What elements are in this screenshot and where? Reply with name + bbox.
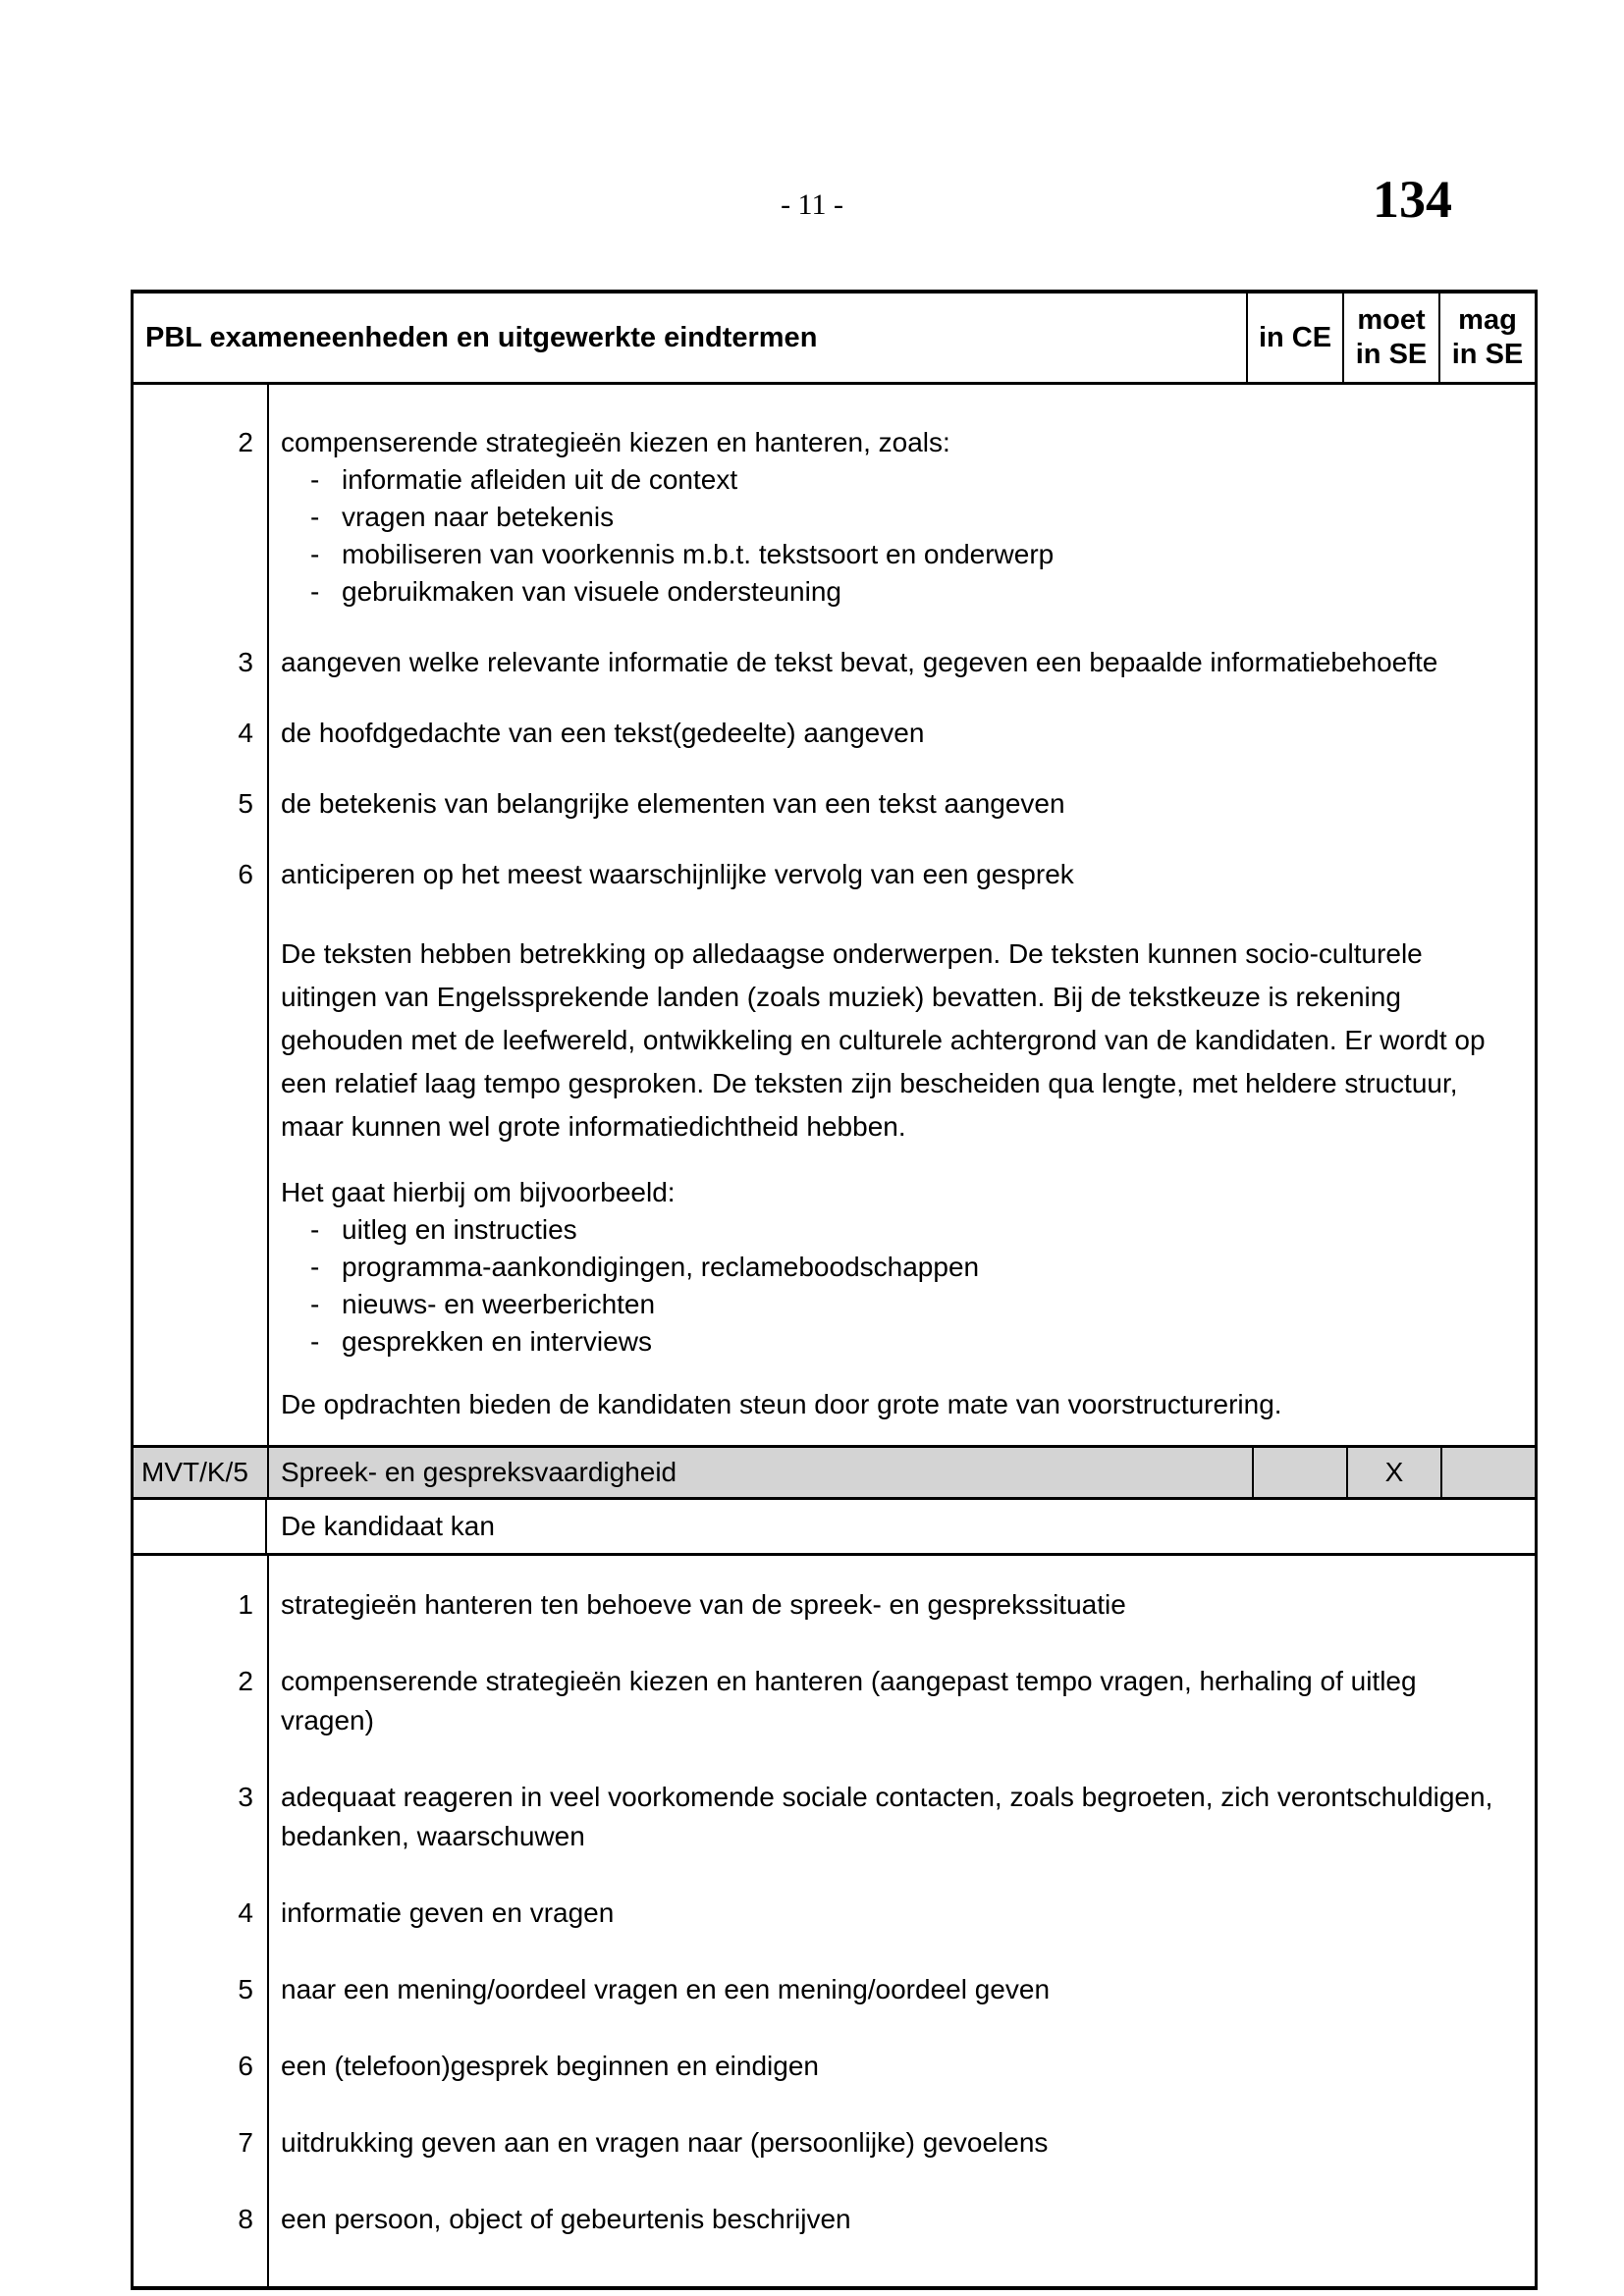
table-row xyxy=(134,1585,1535,1625)
dash-bullet: - xyxy=(310,539,320,569)
item-number: 8 xyxy=(238,2204,253,2234)
table-header-row xyxy=(134,294,1535,385)
item-number: 2 xyxy=(238,427,253,457)
list-item: - nieuws- en weerberichten xyxy=(281,1286,1513,1323)
table-row xyxy=(134,2200,1535,2239)
table-row xyxy=(134,1174,1535,1361)
list-item: - gebruikmaken van visuele ondersteuning xyxy=(281,573,1513,611)
dash-bullet: - xyxy=(310,1214,320,1245)
section-heading-row xyxy=(134,1445,1535,1500)
document-number: 134 xyxy=(1373,170,1452,229)
item-text: strategieën hanteren ten behoeve van de spreek- en gesprekssituatie xyxy=(281,1589,1126,1620)
list-item: - programma-aankondigingen, reclameboodschappen xyxy=(281,1249,1513,1286)
table-title: PBL exameneenheden en uitgewerkte eindtermen xyxy=(145,321,818,353)
table-row xyxy=(134,856,1535,893)
list-item: - informatie afleiden uit de context xyxy=(281,461,1513,499)
page-number: - 11 - xyxy=(781,188,843,221)
section-spreekvaardigheid-body xyxy=(134,1556,1535,2286)
item-number: 6 xyxy=(238,2051,253,2081)
examples-intro: Het gaat hierbij om bijvoorbeeld: xyxy=(281,1177,676,1207)
item-number: 3 xyxy=(238,1782,253,1812)
item-text: adequaat reageren in veel voorkomende sociale contacten, zoals begroeten, zich verontschuldigen, bedanken, waarschuwen xyxy=(281,1782,1493,1851)
list-item: - gesprekken en interviews xyxy=(281,1323,1513,1361)
table-row xyxy=(134,424,1535,611)
list-item: - vragen naar betekenis xyxy=(281,499,1513,536)
dash-bullet: - xyxy=(310,464,320,495)
section-code: MVT/K/5 xyxy=(141,1457,248,1487)
section-moet-in-se-cell: X xyxy=(1346,1448,1440,1497)
table-row xyxy=(134,644,1535,681)
item-number: 5 xyxy=(238,788,253,819)
item-number: 1 xyxy=(238,1589,253,1620)
item-number: 4 xyxy=(238,718,253,748)
list-item: - uitleg en instructies xyxy=(281,1211,1513,1249)
dash-bullet: - xyxy=(310,502,320,532)
kandidaat-kan-row xyxy=(134,1500,1535,1556)
item-text: compenserende strategieën kiezen en hanteren, zoals: xyxy=(281,427,950,457)
section-title: Spreek- en gespreksvaardigheid xyxy=(267,1448,1252,1497)
item-text: naar een mening/oordeel vragen en een mening/oordeel geven xyxy=(281,1974,1051,2004)
table-row xyxy=(134,1386,1535,1423)
item-text: aangeven welke relevante informatie de tekst bevat, gegeven een bepaalde informatiebehoefte xyxy=(281,647,1438,677)
dash-bullet: - xyxy=(310,1326,320,1357)
item-number: 4 xyxy=(238,1897,253,1928)
dash-bullet: - xyxy=(310,1289,320,1319)
kandidaat-kan-label: De kandidaat kan xyxy=(281,1511,495,1541)
item-text: een (telefoon)gesprek beginnen en eindigen xyxy=(281,2051,819,2081)
item-number: 3 xyxy=(238,647,253,677)
exam-terms-table xyxy=(131,290,1538,2290)
item-text: de hoofdgedachte van een tekst(gedeelte) aangeven xyxy=(281,718,925,748)
item-number: 6 xyxy=(238,859,253,889)
table-row xyxy=(134,1662,1535,1740)
item-text: de betekenis van belangrijke elementen van een tekst aangeven xyxy=(281,788,1065,819)
description-paragraph: De teksten hebben betrekking op alledaagse onderwerpen. De teksten kunnen socio-culturele uitingen van Engelssprekende landen (zoals muziek) bevatten. Bij de tekstkeuze is rekening gehouden met de leefwereld, ontwikkeling en culturele achtergrond van de kandidaten. Er wordt op een relatief laag tempo gesproken. De teksten zijn bescheiden qua lengte, met heldere structuur, maar kunnen wel grote informatiedichtheid hebben. xyxy=(281,938,1486,1142)
dash-bullet: - xyxy=(310,1252,320,1282)
list-item: - mobiliseren van voorkennis m.b.t. tekstsoort en onderwerp xyxy=(281,536,1513,573)
closing-note: De opdrachten bieden de kandidaten steun door grote mate van voorstructurering. xyxy=(281,1389,1282,1419)
section-in-ce-cell xyxy=(1252,1448,1346,1497)
table-row xyxy=(134,2047,1535,2086)
table-row xyxy=(134,715,1535,752)
dash-bullet: - xyxy=(310,576,320,607)
section-mag-in-se-cell xyxy=(1440,1448,1535,1497)
column-divider xyxy=(267,1556,269,2286)
item-number: 2 xyxy=(238,1666,253,1696)
table-row xyxy=(134,1970,1535,2009)
item-text: informatie geven en vragen xyxy=(281,1897,615,1928)
section-luistervaardigheid-body xyxy=(134,385,1535,1445)
item-text: een persoon, object of gebeurtenis beschrijven xyxy=(281,2204,851,2234)
column-divider xyxy=(267,385,269,1445)
column-header-in-ce xyxy=(1246,294,1342,382)
item-text: uitdrukking geven aan en vragen naar (persoonlijke) gevoelens xyxy=(281,2127,1049,2158)
item-number: 7 xyxy=(238,2127,253,2158)
item-text: compenserende strategieën kiezen en hanteren (aangepast tempo vragen, herhaling of uitleg vragen) xyxy=(281,1666,1417,1735)
table-row xyxy=(134,933,1535,1148)
column-header-moet-in-se: moet in SE xyxy=(1342,294,1438,382)
table-row xyxy=(134,1778,1535,1856)
column-header-mag-in-se: mag in SE xyxy=(1438,294,1535,382)
in-ce-label: in CE xyxy=(1258,321,1332,353)
table-row xyxy=(134,1894,1535,1933)
item-text: anticiperen op het meest waarschijnlijke vervolg van een gesprek xyxy=(281,859,1074,889)
table-row xyxy=(134,2123,1535,2163)
table-row xyxy=(134,785,1535,823)
item-number: 5 xyxy=(238,1974,253,2004)
